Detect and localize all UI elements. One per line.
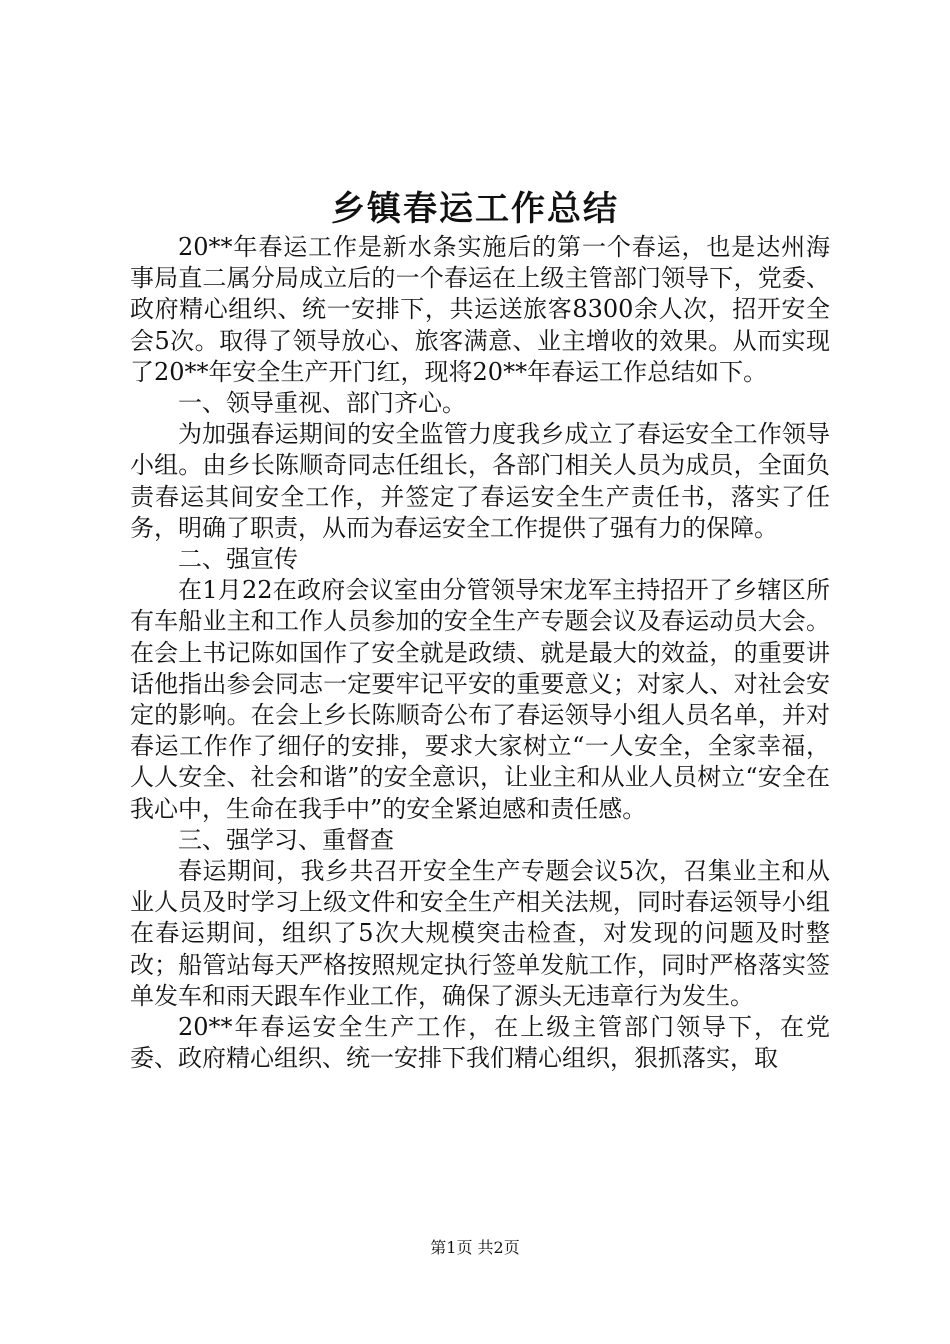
- section-heading-2: 二、强宣传: [178, 545, 298, 574]
- paragraph-section-2: 在1月22在政府会议室由分管领导宋龙军主持招开了乡辖区所有车船业主和工作人员参加的安全生产专题会议及春运动员大会。在会上书记陈如国作了安全就是政绩、就是最大的效益，的重要讲话他指出参会同志一定要牢记平安的重要意义；对家人、对社会安定的影响。在会上乡长陈顺奇公布了春运领导小组人员名单，并对春运工作作了细仔的安排，要求大家树立“一人安全，全家幸福，人人安全、社会和谐”的安全意识，让业主和从业人员树立“安全在我心中，生命在我手中”的安全紧迫感和责任感。: [130, 576, 830, 823]
- paragraph-conclusion: 20**年春运安全生产工作，在上级主管部门领导下，在党委、政府精心组织、统一安排下我们精心组织，狠抓落实，取: [130, 1013, 830, 1073]
- section-heading-3: 三、强学习、重督查: [178, 825, 394, 854]
- paragraph-intro: 20**年春运工作是新水条实施后的第一个春运，也是达州海事局直二属分局成立后的一个春运在上级主管部门领导下，党委、政府精心组织、统一安排下，共运送旅客8300余人次，招开安全会5次。取得了领导放心、旅客满意、业主增收的效果。从而实现了20**年安全生产开门红，现将20**年春运工作总结如下。: [130, 233, 830, 386]
- document-body: [130, 232, 830, 1074]
- document-title: 乡镇春运工作总结: [331, 189, 619, 229]
- page-number-footer: 第1页 共2页: [430, 1238, 520, 1257]
- section-heading-1: 一、领导重视、部门齐心。: [178, 389, 466, 418]
- paragraph-section-3: 春运期间，我乡共召开安全生产专题会议5次，召集业主和从业人员及时学习上级文件和安全生产相关法规，同时春运领导小组在春运期间，组织了5次大规模突击检查，对发现的问题及时整改；船管站每天严格按照规定执行签单发航工作，同时严格落实签单发车和雨天跟车作业工作，确保了源头无违章行为发生。: [130, 857, 830, 1010]
- paragraph-section-1: 为加强春运期间的安全监管力度我乡成立了春运安全工作领导小组。由乡长陈顺奇同志任组长，各部门相关人员为成员，全面负责春运其间安全工作，并签定了春运安全生产责任书，落实了任务，明确了职责，从而为春运安全工作提供了强有力的保障。: [130, 420, 830, 542]
